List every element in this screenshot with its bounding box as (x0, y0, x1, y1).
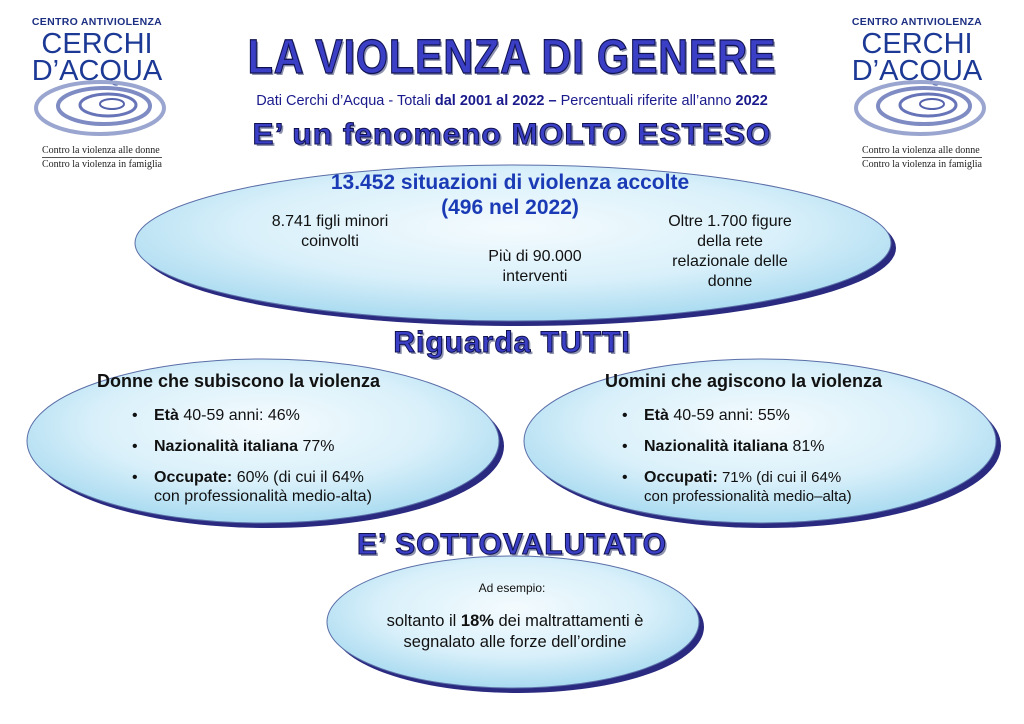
underreporting-pre: soltanto il (386, 612, 461, 630)
bullet: • (132, 407, 138, 424)
heading-riguarda-tutti: Riguarda TUTTI (393, 326, 631, 359)
underreporting-post: dei maltrattamenti è (493, 612, 644, 630)
men-box-title: Uomini che agiscono la violenza (605, 371, 883, 391)
interventions (460, 247, 610, 287)
network-line3: relazionale delle (672, 253, 788, 270)
underreporting-line2: segnalato alle forze dell’ordine (403, 633, 627, 651)
women-occ-label: Occupate: (154, 469, 233, 486)
logo-divider (42, 157, 162, 158)
logo-name-line1: CERCHI (861, 28, 973, 60)
women-nationality (132, 437, 335, 456)
women-occ-value: 60% (di cui il 64% (232, 469, 364, 486)
total-situations-line2: (496 nel 2022) (441, 196, 579, 219)
men-employment (622, 468, 852, 506)
women-age-label: Età (154, 407, 179, 424)
men-nat-label: Nazionalità italiana (644, 438, 789, 455)
bullet: • (622, 407, 628, 424)
men-nationality (622, 437, 825, 456)
total-situations-line1: 13.452 situazioni di violenza accolte (330, 171, 690, 194)
page-title: LA VIOLENZA DI GENERE (247, 31, 777, 84)
men-nat-value: 81% (788, 438, 825, 455)
logo-tagline1: Contro la violenza alle donne (42, 145, 160, 156)
men-age (622, 406, 790, 425)
underreporting-percent: 18% (460, 612, 494, 630)
bullet: • (132, 438, 138, 455)
children-line2: coinvolti (301, 233, 359, 250)
men-age-label: Età (644, 407, 669, 424)
women-age-value: 40-59 anni: 46% (178, 407, 300, 424)
logo-name-line2: D’ACQUA (31, 55, 163, 87)
logo-tagline2: Contro la violenza in famiglia (42, 159, 162, 170)
men-occ-label: Occupati: (644, 469, 718, 486)
bullet: • (622, 438, 628, 455)
interventions-line1: Più di 90.000 (488, 248, 582, 265)
subtitle-part-1: Dati Cerchi d’Acqua - Totali (256, 93, 435, 109)
heading-sottovalutato: E’ SOTTOVALUTATO (357, 528, 667, 561)
network-figures (650, 212, 810, 292)
logo-name-line1: CERCHI (41, 28, 153, 60)
women-nat-value: 77% (298, 438, 335, 455)
women-box-title: Donne che subiscono la violenza (97, 371, 381, 391)
subtitle-part-4: 2022 (735, 93, 768, 109)
women-age (132, 406, 300, 425)
page-subtitle (0, 93, 1024, 109)
men-age-value: 40-59 anni: 55% (668, 407, 790, 424)
logo-tagline1: Contro la violenza alle donne (862, 145, 980, 156)
logo-divider (862, 157, 982, 158)
children-involved (250, 212, 410, 252)
logo-top-text: CENTRO ANTIVIOLENZA (31, 16, 163, 28)
network-line1: Oltre 1.700 figure (668, 213, 792, 230)
men-occ-line2: con professionalità medio–alta) (644, 488, 852, 505)
bullet: • (132, 469, 138, 486)
interventions-line2: interventi (502, 268, 568, 285)
women-nat-label: Nazionalità italiana (154, 438, 299, 455)
network-line4: donne (707, 273, 753, 290)
women-occ-line2: con professionalità medio-alta) (154, 488, 372, 505)
underreporting-text (350, 611, 680, 653)
subtitle-part-2: dal 2001 al 2022 – (434, 93, 561, 109)
logo-name-line2: D’ACQUA (851, 55, 983, 87)
heading-molto-esteso: E’ un fenomeno MOLTO ESTESO (252, 118, 772, 151)
women-employment (132, 468, 372, 506)
logo-tagline2: Contro la violenza in famiglia (862, 159, 982, 170)
bullet: • (622, 469, 628, 486)
subtitle-part-3: Percentuali riferite all’anno (560, 93, 736, 109)
children-line1: 8.741 figli minori (271, 213, 389, 230)
men-occ-value: 71% (di cui il 64% (717, 469, 842, 486)
example-label: Ad esempio: (478, 581, 546, 595)
network-line2: della rete (697, 233, 763, 250)
logo-top-text: CENTRO ANTIVIOLENZA (851, 16, 983, 28)
